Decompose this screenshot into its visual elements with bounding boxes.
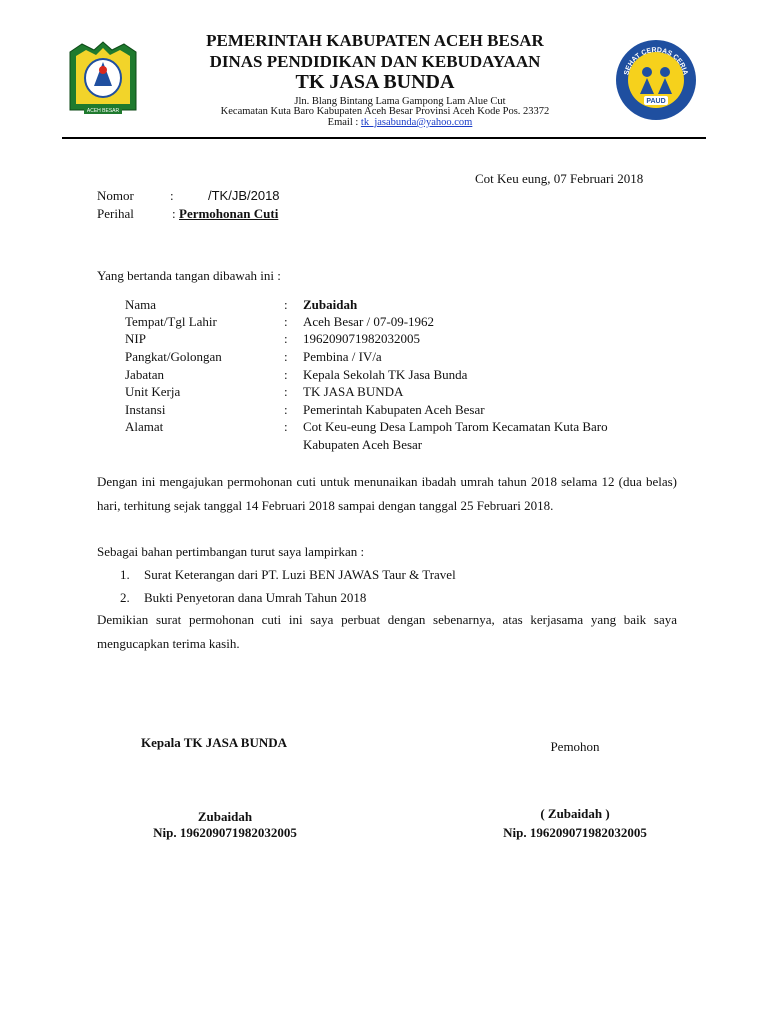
attachment-number: 1. [120, 567, 130, 582]
identity-value: Pemerintah Kabupaten Aceh Besar [303, 402, 485, 417]
identity-value: Cot Keu-eung Desa Lampoh Tarom Kecamatan Kuta Baro [303, 419, 608, 434]
attachment-text: Bukti Penyetoran dana Umrah Tahun 2018 [144, 590, 367, 605]
identity-value-continued: Kabupaten Aceh Besar [303, 437, 423, 452]
identity-colon: : [284, 349, 288, 364]
perihal-label: Perihal [97, 206, 134, 221]
identity-colon: : [284, 297, 288, 312]
identity-label: Instansi [125, 402, 166, 417]
right-logo-ring-text: SEHAT CERDAS CERIA [623, 46, 689, 76]
perihal-value: Permohonan Cuti [179, 206, 279, 221]
identity-colon: : [284, 314, 288, 329]
attachment-text: Surat Keterangan dari PT. Luzi BEN JAWAS Taur & Travel [144, 567, 456, 582]
identity-label: Alamat [125, 419, 164, 434]
letterhead-address-2: Kecamatan Kuta Baro Kabupaten Aceh Besar Provinsi Aceh Kode Pos. 23372 [220, 106, 550, 117]
letterhead-school-name: TK JASA BUNDA [295, 71, 455, 93]
right-signature-nip: Nip. 196209071982032005 [503, 825, 647, 840]
letterhead-divider [62, 137, 706, 139]
identity-value: Pembina / IV/a [303, 349, 382, 364]
letterhead-government: PEMERINTAH KABUPATEN ACEH BESAR [206, 31, 544, 50]
identity-label: Tempat/Tgl Lahir [125, 314, 217, 329]
identity-colon: : [284, 384, 288, 399]
identity-label: Nama [125, 297, 157, 312]
nomor-colon: : [170, 188, 174, 203]
identity-value: TK JASA BUNDA [303, 384, 404, 399]
letterhead-department: DINAS PENDIDIKAN DAN KEBUDAYAAN [209, 52, 541, 71]
left-logo-text: ACEH BESAR [86, 108, 120, 114]
nomor-label: Nomor [97, 188, 134, 203]
attachments-intro: Sebagai bahan pertimbangan turut saya lampirkan : [97, 544, 365, 559]
left-signature-title: Kepala TK JASA BUNDA [141, 735, 288, 750]
identity-value: Kepala Sekolah TK Jasa Bunda [303, 367, 468, 382]
identity-colon: : [284, 419, 288, 434]
identity-label: Unit Kerja [125, 384, 181, 399]
identity-value: Aceh Besar / 07-09-1962 [303, 314, 435, 329]
right-signature-name: ( Zubaidah ) [540, 806, 610, 821]
identity-label: NIP [125, 331, 146, 346]
email-label: Email : [327, 117, 359, 128]
body-paragraph: Dengan ini mengajukan permohonan cuti untuk menunaikan ibadah umrah tahun 2018 selama 12 (dua belas) hari, terhitung sejak tanggal 14 Februari 2018 sampai dengan tanggal 25 Februari 2018. [97, 474, 677, 513]
identity-value: Zubaidah [303, 297, 358, 312]
left-signature-nip: Nip. 196209071982032005 [153, 825, 297, 840]
letter-date: Cot Keu eung, 07 Februari 2018 [475, 171, 644, 186]
identity-label: Pangkat/Golongan [125, 349, 222, 364]
right-logo-badge: PAUD [646, 98, 666, 105]
email-link[interactable]: tk_jasabunda@yahoo.com [360, 117, 473, 128]
closing-paragraph: Demikian surat permohonan cuti ini saya perbuat dengan sebenarnya, atas kerjasama yang baik saya mengucapkan terima kasih. [97, 612, 677, 651]
letterhead-email-line [190, 117, 610, 128]
right-signature-title: Pemohon [550, 739, 600, 754]
identity-colon: : [284, 331, 288, 346]
identity-colon: : [284, 402, 288, 417]
attachment-number: 2. [120, 590, 130, 605]
identity-label: Jabatan [125, 367, 164, 382]
perihal-colon: : [172, 206, 176, 221]
nomor-value: /TK/JB/2018 [208, 188, 280, 203]
identity-value: 196209071982032005 [303, 331, 420, 346]
left-signature-name: Zubaidah [197, 809, 253, 824]
identity-colon: : [284, 367, 288, 382]
intro-text: Yang bertanda tangan dibawah ini : [97, 268, 281, 283]
letterhead-address-1: Jln. Blang Bintang Lama Gampong Lam Alue Cut [294, 96, 506, 107]
